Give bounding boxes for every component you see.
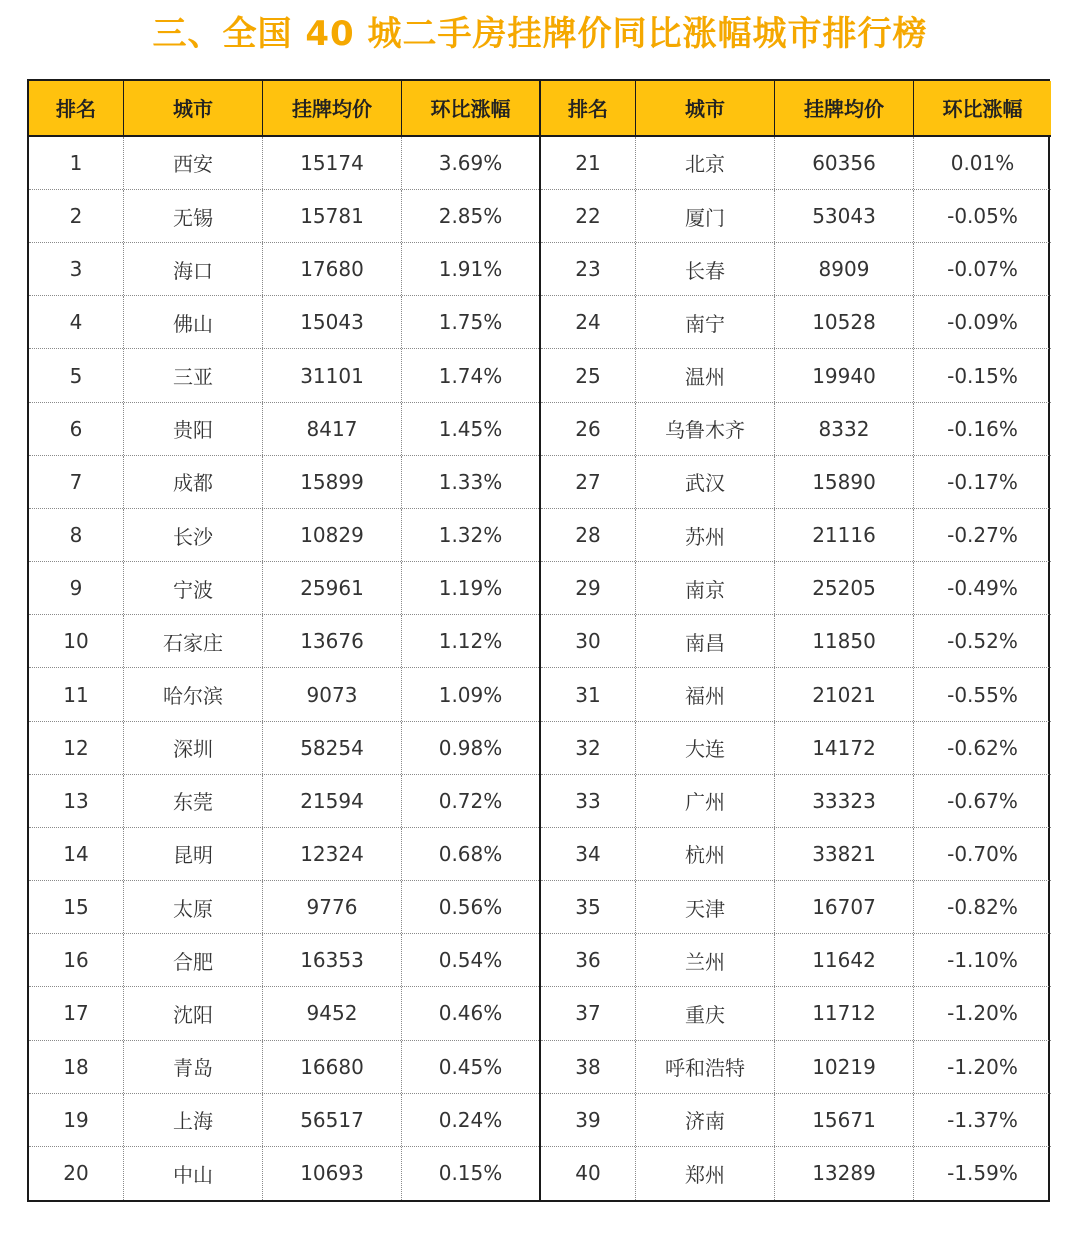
table-row [541,668,1051,721]
rank-cell: 17 [29,987,124,1039]
change-cell: -0.82% [947,895,1018,920]
rank-cell: 32 [541,722,636,774]
rank-cell: 13 [29,775,124,827]
price-cell: 9776 [263,881,402,933]
city-cell: 贵阳 [124,403,263,455]
rank-cell: 33 [541,775,636,827]
rank-cell: 40 [541,1147,636,1200]
change-cell: 0.45% [438,1054,503,1079]
table-row [541,881,1051,934]
price-cell: 11850 [775,615,914,667]
rank-cell: 14 [29,828,124,880]
price-cell: 11712 [775,987,914,1039]
change-cell: 0.68% [438,841,503,866]
table-row [541,722,1051,775]
city-cell: 大连 [636,722,775,774]
city-cell: 中山 [124,1147,263,1200]
price-cell: 13289 [775,1147,914,1200]
price-cell: 13676 [263,615,402,667]
change-cell: 2.85% [438,204,503,229]
change-cell: -0.62% [947,735,1018,760]
city-cell: 西安 [124,137,263,189]
table-row [29,828,539,881]
header-price: 挂牌均价 [263,81,402,135]
price-cell: 10829 [263,509,402,561]
rank-cell: 28 [541,509,636,561]
price-cell: 8909 [775,243,914,295]
city-cell: 上海 [124,1094,263,1146]
city-cell: 武汉 [636,456,775,508]
change-cell: -0.05% [947,204,1018,229]
change-cell: -1.59% [947,1161,1018,1186]
rank-cell: 22 [541,190,636,242]
price-cell: 33821 [775,828,914,880]
rank-cell: 31 [541,668,636,720]
price-cell: 25205 [775,562,914,614]
header-city: 城市 [636,81,775,135]
price-cell: 15781 [263,190,402,242]
price-cell: 14172 [775,722,914,774]
city-cell: 石家庄 [124,615,263,667]
price-cell: 9452 [263,987,402,1039]
price-cell: 31101 [263,349,402,401]
price-cell: 15899 [263,456,402,508]
table-row [541,1094,1051,1147]
rank-cell: 38 [541,1041,636,1093]
rank-cell: 30 [541,615,636,667]
rank-cell: 26 [541,403,636,455]
price-cell: 21116 [775,509,914,561]
rank-cell: 29 [541,562,636,614]
page-title: 三、全国 40 城二手房挂牌价同比涨幅城市排行榜 [152,14,928,54]
change-cell: -0.67% [947,788,1018,813]
header-rank: 排名 [29,81,124,135]
change-cell: 1.09% [438,682,503,707]
table-row [29,509,539,562]
table-row [541,137,1051,190]
change-cell: 0.24% [438,1107,503,1132]
price-cell: 12324 [263,828,402,880]
table-row [541,562,1051,615]
change-cell: 0.46% [438,1001,503,1026]
change-cell: -1.37% [947,1107,1018,1132]
table-row [541,775,1051,828]
city-cell: 天津 [636,881,775,933]
change-cell: 0.01% [950,150,1015,175]
rank-cell: 7 [29,456,124,508]
rank-cell: 20 [29,1147,124,1200]
city-cell: 苏州 [636,509,775,561]
city-cell: 重庆 [636,987,775,1039]
city-cell: 成都 [124,456,263,508]
price-cell: 21021 [775,668,914,720]
change-cell: -0.15% [947,363,1018,388]
table-row [541,1041,1051,1094]
change-cell: 1.75% [438,310,503,335]
table-row [541,934,1051,987]
city-cell: 兰州 [636,934,775,986]
price-cell: 8417 [263,403,402,455]
city-cell: 青岛 [124,1041,263,1093]
rank-cell: 36 [541,934,636,986]
table-row [29,934,539,987]
price-cell: 10693 [263,1147,402,1200]
change-cell: 1.33% [438,469,503,494]
table-row [541,509,1051,562]
price-cell: 10528 [775,296,914,348]
city-cell: 南京 [636,562,775,614]
price-cell: 9073 [263,668,402,720]
table-row [29,1094,539,1147]
rank-cell: 8 [29,509,124,561]
city-cell: 深圳 [124,722,263,774]
table-header-row [541,81,1051,137]
ranking-table [27,79,1050,1202]
rank-cell: 12 [29,722,124,774]
table-row [541,615,1051,668]
change-cell: 0.15% [438,1161,503,1186]
table-row [541,243,1051,296]
city-cell: 长沙 [124,509,263,561]
change-cell: -0.55% [947,682,1018,707]
price-cell: 21594 [263,775,402,827]
change-cell: 1.74% [438,363,503,388]
header-rank: 排名 [541,81,636,135]
city-cell: 三亚 [124,349,263,401]
change-cell: -0.09% [947,310,1018,335]
rank-cell: 11 [29,668,124,720]
table-row [541,456,1051,509]
rank-cell: 16 [29,934,124,986]
price-cell: 15174 [263,137,402,189]
table-row [29,349,539,402]
city-cell: 合肥 [124,934,263,986]
city-cell: 宁波 [124,562,263,614]
city-cell: 昆明 [124,828,263,880]
city-cell: 海口 [124,243,263,295]
change-cell: -0.27% [947,523,1018,548]
table-row [29,296,539,349]
table-header-row [29,81,539,137]
rank-cell: 35 [541,881,636,933]
table-row [541,296,1051,349]
price-cell: 15890 [775,456,914,508]
city-cell: 沈阳 [124,987,263,1039]
change-cell: -0.17% [947,469,1018,494]
rank-cell: 15 [29,881,124,933]
change-cell: 1.12% [438,629,503,654]
city-cell: 温州 [636,349,775,401]
rank-cell: 19 [29,1094,124,1146]
city-cell: 杭州 [636,828,775,880]
price-cell: 19940 [775,349,914,401]
price-cell: 16353 [263,934,402,986]
table-row [29,881,539,934]
rank-cell: 27 [541,456,636,508]
price-cell: 53043 [775,190,914,242]
city-cell: 广州 [636,775,775,827]
rank-cell: 18 [29,1041,124,1093]
price-cell: 16707 [775,881,914,933]
table-row [541,403,1051,456]
left-table-half [29,81,541,1200]
rank-cell: 21 [541,137,636,189]
city-cell: 太原 [124,881,263,933]
change-cell: -1.20% [947,1054,1018,1079]
table-row [29,1041,539,1094]
city-cell: 济南 [636,1094,775,1146]
change-cell: 1.91% [438,257,503,282]
change-cell: -0.70% [947,841,1018,866]
rank-cell: 34 [541,828,636,880]
city-cell: 厦门 [636,190,775,242]
change-cell: 0.54% [438,948,503,973]
city-cell: 南宁 [636,296,775,348]
price-cell: 56517 [263,1094,402,1146]
table-row [29,668,539,721]
rank-cell: 4 [29,296,124,348]
city-cell: 福州 [636,668,775,720]
city-cell: 哈尔滨 [124,668,263,720]
rank-cell: 24 [541,296,636,348]
price-cell: 11642 [775,934,914,986]
change-cell: -1.10% [947,948,1018,973]
table-row [541,987,1051,1040]
table-row [29,243,539,296]
table-row [541,349,1051,402]
price-cell: 8332 [775,403,914,455]
header-change: 环比涨幅 [942,97,1023,122]
table-row [29,1147,539,1200]
change-cell: 0.56% [438,895,503,920]
price-cell: 25961 [263,562,402,614]
city-cell: 南昌 [636,615,775,667]
table-row [29,403,539,456]
price-cell: 33323 [775,775,914,827]
right-table-half [541,81,1051,1200]
table-row [541,190,1051,243]
rank-cell: 25 [541,349,636,401]
table-row [29,615,539,668]
table-row [29,190,539,243]
change-cell: -0.16% [947,416,1018,441]
rank-cell: 3 [29,243,124,295]
change-cell: -0.52% [947,629,1018,654]
header-change: 环比涨幅 [430,97,511,122]
price-cell: 17680 [263,243,402,295]
table-row [541,828,1051,881]
city-cell: 北京 [636,137,775,189]
rank-cell: 9 [29,562,124,614]
rank-cell: 39 [541,1094,636,1146]
price-cell: 15043 [263,296,402,348]
table-row [541,1147,1051,1200]
rank-cell: 2 [29,190,124,242]
header-city: 城市 [124,81,263,135]
rank-cell: 1 [29,137,124,189]
table-row [29,456,539,509]
city-cell: 佛山 [124,296,263,348]
city-cell: 无锡 [124,190,263,242]
change-cell: -1.20% [947,1001,1018,1026]
change-cell: -0.07% [947,257,1018,282]
rank-cell: 6 [29,403,124,455]
change-cell: 1.32% [438,523,503,548]
city-cell: 东莞 [124,775,263,827]
rank-cell: 10 [29,615,124,667]
price-cell: 58254 [263,722,402,774]
change-cell: 1.19% [438,576,503,601]
change-cell: 0.72% [438,788,503,813]
price-cell: 60356 [775,137,914,189]
rank-cell: 37 [541,987,636,1039]
table-row [29,987,539,1040]
price-cell: 15671 [775,1094,914,1146]
change-cell: -0.49% [947,576,1018,601]
rank-cell: 23 [541,243,636,295]
change-cell: 0.98% [438,735,503,760]
table-row [29,562,539,615]
table-row [29,775,539,828]
price-cell: 10219 [775,1041,914,1093]
city-cell: 乌鲁木齐 [636,403,775,455]
change-cell: 3.69% [438,150,503,175]
table-row [29,722,539,775]
city-cell: 长春 [636,243,775,295]
rank-cell: 5 [29,349,124,401]
city-cell: 呼和浩特 [636,1041,775,1093]
city-cell: 郑州 [636,1147,775,1200]
header-price: 挂牌均价 [775,81,914,135]
table-row [29,137,539,190]
price-cell: 16680 [263,1041,402,1093]
change-cell: 1.45% [438,416,503,441]
